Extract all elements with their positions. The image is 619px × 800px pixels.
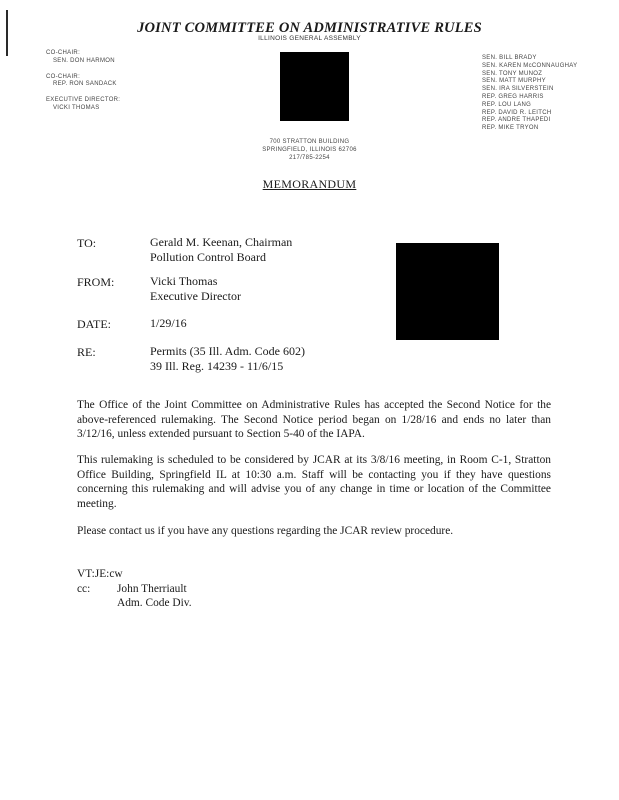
letterhead-title: JOINT COMMITTEE ON ADMINISTRATIVE RULES <box>137 20 482 36</box>
co-chair-name-2: REP. RON SANDACK <box>53 81 117 88</box>
member-item: SEN. BILL BRADY <box>482 55 537 61</box>
member-item: REP. DAVID R. LEITCH <box>482 109 552 116</box>
member-item: SEN. MATT MURPHY <box>482 78 546 85</box>
typist-initials: VT:JE:cw <box>77 568 123 580</box>
body-paragraph-3: Please contact us if you have any questions regarding the JCAR review procedure. <box>77 525 454 537</box>
date-label: DATE: <box>77 317 111 331</box>
to-value <box>150 235 292 265</box>
to-line: Gerald M. Keenan, Chairman <box>150 235 293 249</box>
officers-list <box>46 50 120 113</box>
member-item: SEN. KAREN McCONNAUGHAY <box>482 62 578 69</box>
re-value <box>150 344 305 374</box>
to-label: TO: <box>77 236 97 250</box>
from-line: Executive Director <box>150 289 241 303</box>
address-line: SPRINGFIELD, ILLINOIS 62706 <box>262 146 357 153</box>
address-line: 700 STRATTON BUILDING <box>269 139 350 145</box>
re-label: RE: <box>77 345 96 359</box>
co-chair-label-2: CO-CHAIR: <box>46 73 81 80</box>
from-line: Vicki Thomas <box>150 274 218 288</box>
closing-block <box>77 567 192 611</box>
from-value <box>150 274 241 304</box>
address-phone: 217/785-2254 <box>289 154 330 161</box>
to-line: Pollution Control Board <box>150 250 267 264</box>
co-chair-name-1: SEN. DON HARMON <box>53 57 115 64</box>
member-item: REP. ANDRE THAPEDI <box>482 117 551 124</box>
exec-director-name: VICKI THOMAS <box>53 104 100 111</box>
re-line: 39 Ill. Reg. 14239 - 11/6/15 <box>150 359 284 373</box>
re-line: Permits (35 Ill. Adm. Code 602) <box>150 344 305 358</box>
cc-label: cc: <box>77 582 91 595</box>
exec-director-label: EXECUTIVE DIRECTOR: <box>46 97 121 104</box>
body-paragraph-1: The Office of the Joint Committee on Administrative Rules has accepted the Second Notice for the above-referenced rulemaking. The Second Notice period began on 1/28/16 and ends no later than 3/12/16, unless extended pursuant to Section 5-40 of the IAPA. <box>77 399 551 441</box>
member-item: REP. MIKE TRYON <box>482 125 539 132</box>
redacted-signature <box>396 243 499 340</box>
redacted-seal <box>280 52 349 121</box>
cc-recipient: John Therriault <box>117 582 187 595</box>
memo-heading: MEMORANDUM <box>262 177 357 191</box>
member-item: SEN. TONY MUNOZ <box>482 70 543 77</box>
member-item: REP. LOU LANG <box>482 101 532 108</box>
co-chair-label-1: CO-CHAIR: <box>46 50 81 56</box>
date-value: 1/29/16 <box>150 316 187 330</box>
member-item: SEN. IRA SILVERSTEIN <box>482 86 554 93</box>
letterhead-subtitle: ILLINOIS GENERAL ASSEMBLY <box>258 35 361 42</box>
committee-address <box>0 139 619 162</box>
body-paragraph-2: This rulemaking is scheduled to be considered by JCAR at its 3/8/16 meeting, in Room C-1, Stratton Office Building, Springfield IL at 10:30 a.m. Staff will be contacting you if they have questions concerning this rulemaking and will advise you of any change in time or location of the Committee meeting. <box>77 454 551 510</box>
from-label: FROM: <box>77 275 115 289</box>
cc-recipient: Adm. Code Div. <box>117 597 192 610</box>
member-item: REP. GREG HARRIS <box>482 93 544 100</box>
members-list <box>482 55 577 133</box>
